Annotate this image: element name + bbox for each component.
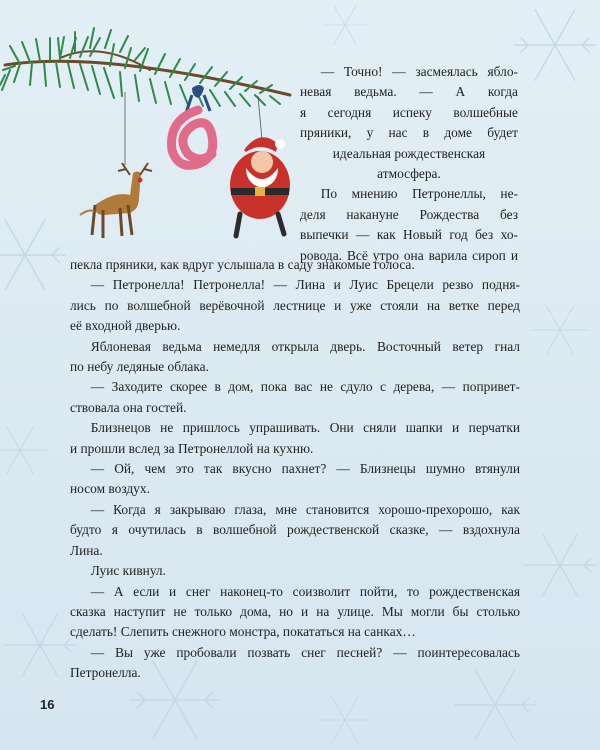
- text-line: лись по волшебной верёвочной лестнице и уже стояли на ветке перед: [70, 297, 520, 313]
- paragraph: [70, 582, 520, 643]
- text-line: — Петронелла! Петронелла! — Лина и Луис Брецели резво подня-: [90, 277, 520, 293]
- text-line: сделать! Слепить снежного монстра, покататься на санках…: [70, 624, 416, 640]
- text-line: — Вы уже пробовали позвать снег песней? — поинтересовалась: [90, 644, 520, 660]
- text-line: носом воздух.: [70, 481, 150, 497]
- text-block-main: [70, 255, 520, 684]
- snowflake-icon: [520, 520, 600, 610]
- paragraph: [300, 62, 518, 184]
- paragraph: [70, 255, 520, 275]
- fir-branch-illustration: [0, 0, 300, 260]
- text-line: её входной дверью.: [70, 318, 181, 334]
- text-line: невая ведьма. — А когда: [300, 84, 518, 100]
- text-line: — Точно! — засмеялась ябло-: [320, 64, 518, 79]
- text-line: пекла пряники, как вдруг услышала в саду знакомые голоса.: [70, 257, 415, 272]
- reindeer-ornament-icon: [80, 92, 152, 238]
- text-line: Луис кивнул.: [90, 563, 166, 579]
- text-line: Петронелла.: [70, 665, 141, 681]
- text-line: выпечки — как Новый год без хо-: [300, 227, 518, 243]
- text-line: я сегодня испеку волшебные: [300, 104, 518, 120]
- text-line: — Когда я закрываю глаза, мне становится хорошо-прехорошо, как: [90, 501, 520, 517]
- text-line: По мнению Петронеллы, не-: [320, 186, 518, 202]
- fir-branch-icon: [0, 28, 290, 106]
- paragraph: [70, 561, 520, 581]
- paragraph: [70, 418, 520, 459]
- paragraph: [70, 643, 520, 684]
- text-line: ствовала она гостей.: [70, 399, 187, 415]
- santa-ornament-icon: [230, 96, 290, 236]
- page-number: 16: [40, 697, 55, 712]
- snowflake-icon: [310, 0, 380, 50]
- snowflake-icon: [530, 300, 590, 360]
- text-block-right: [300, 62, 518, 266]
- text-line: — Заходите скорее в дом, пока вас не сдуло с дерева, — попривет-: [90, 379, 520, 395]
- snowflake-icon: [0, 420, 50, 480]
- snowflake-icon: [300, 690, 390, 750]
- text-line: атмосфера.: [377, 166, 441, 182]
- text-line: — Ой, чем это так вкусно пахнет? — Близнецы шумно втянули: [90, 461, 520, 477]
- text-line: будто я очутилась в волшебной рождественской сказке, — вздохнула: [70, 522, 520, 538]
- text-line: Лина.: [70, 542, 103, 558]
- text-line: пряники, у нас в доме будет: [300, 125, 518, 141]
- text-line: Яблоневая ведьма немедля открыла дверь. Восточный ветер гнал: [90, 338, 520, 354]
- text-line: — А если и снег наконец-то соизволит пойти, то рождественская: [90, 583, 520, 599]
- text-line: идеальная рождественская: [332, 145, 486, 161]
- text-line: и прошли вслед за Петронеллой на кухню.: [70, 440, 314, 456]
- text-line: Близнецов не пришлось упрашивать. Они сняли шапки и перчатки: [90, 420, 520, 436]
- pretzel-ornament-icon: [172, 85, 213, 165]
- paragraph: [70, 337, 520, 378]
- paragraph: [70, 459, 520, 500]
- paragraph: [300, 184, 518, 266]
- text-line: деля накануне Рождества без: [300, 206, 518, 222]
- text-line: сказка наступит не только дома, но и на улице. Мы могли бы столько: [70, 603, 520, 619]
- text-line: по небу ледяные облака.: [70, 359, 209, 375]
- paragraph: [70, 275, 520, 336]
- paragraph: [70, 377, 520, 418]
- text-line: ровода. Всё утро она варила сироп и: [300, 247, 518, 263]
- snowflake-icon: [0, 600, 80, 690]
- paragraph: [70, 500, 520, 561]
